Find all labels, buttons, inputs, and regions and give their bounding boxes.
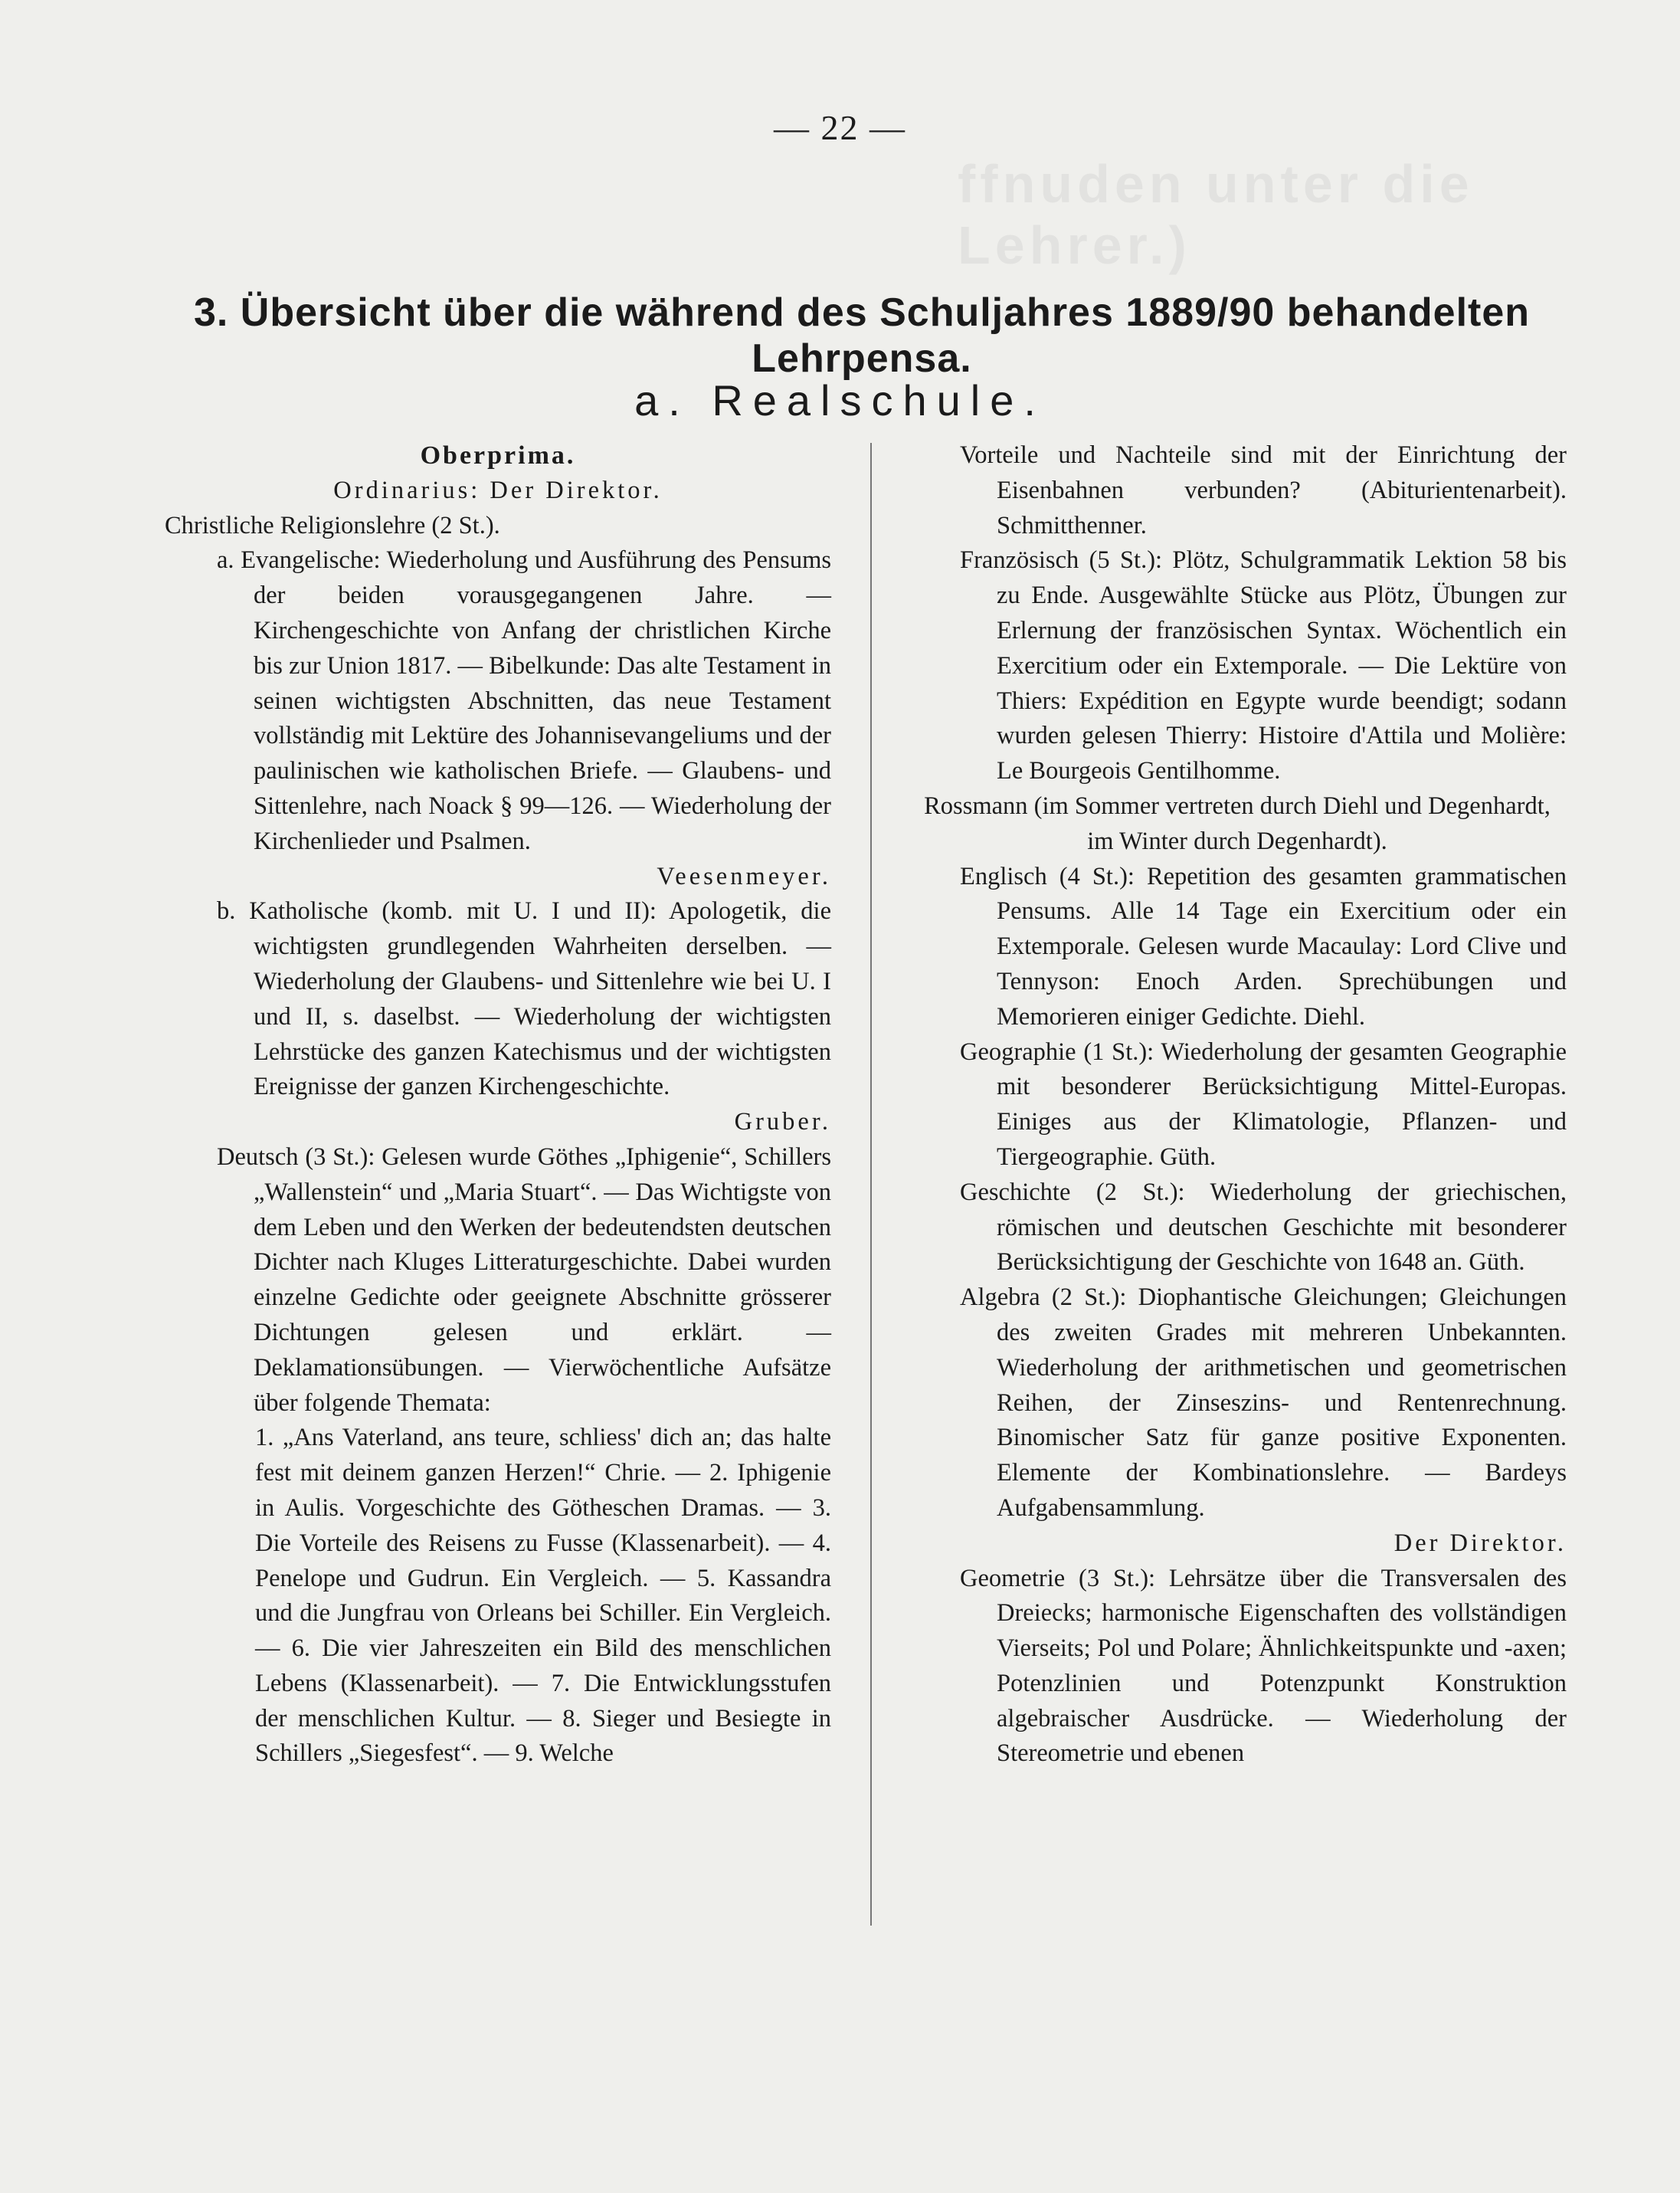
paragraph: Geometrie (3 St.): Lehrsätze über die Transversalen des Dreiecks; harmonische Eigenschaften des vollständigen Vierseits; Pol und Polare; Ähnlichkeitspunkte und -axen; Potenzlinien und Potenzpunkt Konstruktion algebraischer Ausdrücke. — Wiederholung der Stereometrie und ebenen <box>960 1564 1567 1768</box>
paragraph: Veesenmeyer. <box>657 862 831 890</box>
bleed-through-text: ffnuden unter die Lehrer.) <box>958 154 1474 275</box>
column-divider <box>870 443 872 1926</box>
paragraph: Der Direktor. <box>1393 1529 1567 1557</box>
paragraph: Geschichte (2 St.): Wiederholung der griechischen, römischen und deutschen Geschichte mit besonderer Berücksichtigung der Geschichte von 1648 an. Güth. <box>960 1178 1567 1277</box>
school-title: a. Realschule. <box>634 376 1046 425</box>
paragraph: Geographie (1 St.): Wiederholung der gesamten Geographie mit besonderer Berücksichtigung Mittel-Europas. Einiges aus der Klimatologie, Pflanzen- und Tiergeographie. Güth. <box>960 1037 1567 1171</box>
paragraph: Rossmann (im Sommer vertreten durch Diehl und Degenhardt, im Winter durch Degenhardt). <box>924 792 1551 855</box>
paragraph: Englisch (4 St.): Repetition des gesamten grammatischen Pensums. Alle 14 Tage ein Exercitium oder ein Extemporale. Gelesen wurde Macaulay: Lord Clive und Tennyson: Enoch Arden. Sprechübungen und Memorieren einiger Gedichte. Diehl. <box>960 862 1567 1031</box>
paragraph: b. Katholische (komb. mit U. I und II): Apologetik, die wichtigsten grundlegenden Wahrheiten derselben. — Wiederholung der Glaubens- und Sittenlehre wie bei U. I und II, s. daselbst. — Wiederholung der wichtigsten Lehrstücke des ganzen Katechismus und der wichtigsten Ereignisse der ganzen Kirchengeschichte. <box>217 897 831 1101</box>
paragraph: 1. „Ans Vaterland, ans teure, schliess' dich an; das halte fest mit deinem ganzen Herzen!“ Chrie. — 2. Iphigenie in Aulis. Vorgeschichte des Götheschen Dramas. — 3. Die Vorteile des Reisens zu Fusse (Klassenarbeit). — 4. Penelope und Gudrun. Ein Vergleich. — 5. Kassandra und die Jungfrau von Orleans bei Schiller. Ein Vergleich. — 6. Die vier Jahreszeiten ein Bild des menschlichen Lebens (Klassenarbeit). — 7. Die Entwicklungsstufen der menschlichen Kultur. — 8. Sieger und Besiegte in Schillers „Siegesfest“. — 9. Welche <box>255 1424 831 1768</box>
paragraph: Algebra (2 St.): Diophantische Gleichungen; Gleichungen des zweiten Grades mit mehreren Unbekannten. Wiederholung der arithmetischen und geometrischen Reihen, der Zinseszins- und Rentenrechnung. Binomischer Satz für ganze positive Exponenten. Elemente der Kombinationslehre. — Bardeys Aufgabensammlung. <box>960 1283 1567 1522</box>
paragraph: Vorteile und Nachteile sind mit der Einrichtung der Eisenbahnen verbunden? (Abiturientenarbeit). Schmitthenner. <box>960 441 1567 539</box>
paragraph: Französisch (5 St.): Plötz, Schulgrammatik Lektion 58 bis zu Ende. Ausgewählte Stücke aus Plötz, Übungen zur Erlernung der französischen Syntax. Wöchentlich ein Exercitium oder ein Extemporale. — Die Lektüre von Thiers: Expédition en Egypte wurde beendigt; sodann wurden gelesen Thierry: Histoire d'Attila und Molière: Le Bourgeois Gentilhomme. <box>960 546 1567 785</box>
paragraph: a. Evangelische: Wiederholung und Ausführung des Pensums der beiden vorausgegangenen Jahre. — Kirchengeschichte von Anfang der christlichen Kirche bis zur Union 1817. — Bibelkunde: Das alte Testament in seinen wichtigsten Abschnitten, das neue Testament vollständig mit Lektüre des Johannisevangeliums und der paulinischen wie katholischen Briefe. — Glaubens- und Sittenlehre, nach Noack § 99—126. — Wiederholung der Kirchenlieder und Psalmen. <box>217 546 831 855</box>
paragraph: Oberprima. <box>420 441 576 470</box>
left-column <box>165 438 831 1772</box>
page-number: — 22 — <box>774 108 906 147</box>
paragraph: Gruber. <box>734 1108 831 1136</box>
paragraph: Ordinarius: Der Direktor. <box>333 476 663 504</box>
section-title: 3. Übersicht über die während des Schuljahres 1889/90 behandelten Lehrpensa. <box>193 290 1531 381</box>
paragraph: Christliche Religionslehre (2 St.). <box>165 511 500 539</box>
right-column <box>908 438 1567 1772</box>
paragraph: Deutsch (3 St.): Gelesen wurde Göthes „Iphigenie“, Schillers „Wallenstein“ und „Maria Stuart“. — Das Wichtigste von dem Leben und den Werken der bedeutendsten deutschen Dichter nach Kluges Litteraturgeschichte. Dabei wurden einzelne Gedichte oder geeignete Abschnitte grösserer Dichtungen gelesen und erklärt. — Deklamationsübungen. — Vierwöchentliche Aufsätze über folgende Themata: <box>217 1142 831 1417</box>
